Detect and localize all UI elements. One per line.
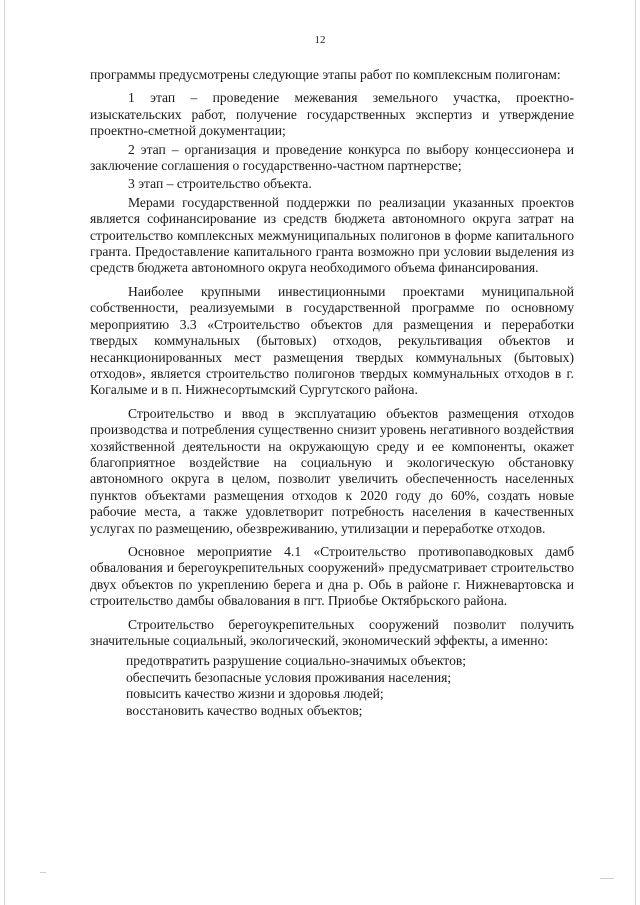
list-item: повысить качество жизни и здоровья людей; [126,686,384,702]
paragraph-bank-protection: Строительство берегоукрепительных сооружений позволит получить значительные социальный, экологический, экономический эффекты, а именно: [90,616,574,648]
paragraph-waste-facilities: Строительство и ввод в эксплуатацию объектов размещения отходов производства и потребления существенно снизит уровень негативного воздействия хозяйственной деятельности на окружающую среду и ее компоненты, окажет благоприятное воздействие на социальную и экологическую обстановку автономного округа в целом, позволит увеличить обеспеченность населенных пунктов объектами размещения отходов к 2020 году до 60%, создать новые рабочие места, а также удовлетворит потребность населения в качественных услугах по размещению, обезвреживанию, утилизации и переработке отходов. [90,405,574,536]
scan-speck [40,872,46,873]
paragraph-stage-3: 3 этап – строительство объекта. [128,176,312,192]
paragraph-state-support: Мерами государственной поддержки по реализации указанных проектов является софинансирование из средств бюджета автономного округа затрат на строительство комплексных межмуниципальных полигонов в форме капитального гранта. Предоставление капитального гранта возможно при условии выделения из средств бюджета автономного округа необходимого объема финансирования. [90,194,574,276]
list-item: обеспечить безопасные условия проживания населения; [126,669,452,685]
paragraph-investment-projects: Наиболее крупными инвестиционными проектами муниципальной собственности, реализуемыми в государственной программе по основному мероприятию 3.3 «Строительство объектов для размещения и переработки твердых коммунальных (бытовых) отходов, рекультивация объектов и несанкционированных мест размещения твердых коммунальных (бытовых) отходов», является строительство полигонов твердых коммунальных отходов в г. Когалыме и в п. Нижнесортымский Сургутского района. [90,283,574,398]
scan-edge-left [4,0,5,905]
paragraph-intro: программы предусмотрены следующие этапы работ по комплексным полигонам: [90,67,561,82]
document-body [90,67,574,719]
scan-edge-right [635,0,636,905]
paragraph-flood-protection: Основное мероприятие 4.1 «Строительство противопаводковых дамб обвалования и берегоукрепительных сооружений» предусматривает строительство двух объектов по укреплению берега и дна р. Обь в районе г. Нижневартовска и строительство дамбы обвалования в пгт. Приобье Октябрьского района. [90,543,574,609]
list-item: предотвратить разрушение социально-значимых объектов; [126,653,467,669]
list-item: восстановить качество водных объектов; [126,702,363,718]
page-number: 12 [314,34,326,46]
paragraph-stage-2: 2 этап – организация и проведение конкурса по выбору концессионера и заключение соглашения о государственно-частном партнерстве; [90,141,574,174]
scan-speck [600,878,614,879]
paragraph-stage-1: 1 этап – проведение межевания земельного участка, проектно-изыскательских работ, получение государственных экспертиз и утверждение проектно-сметной документации; [90,90,574,139]
